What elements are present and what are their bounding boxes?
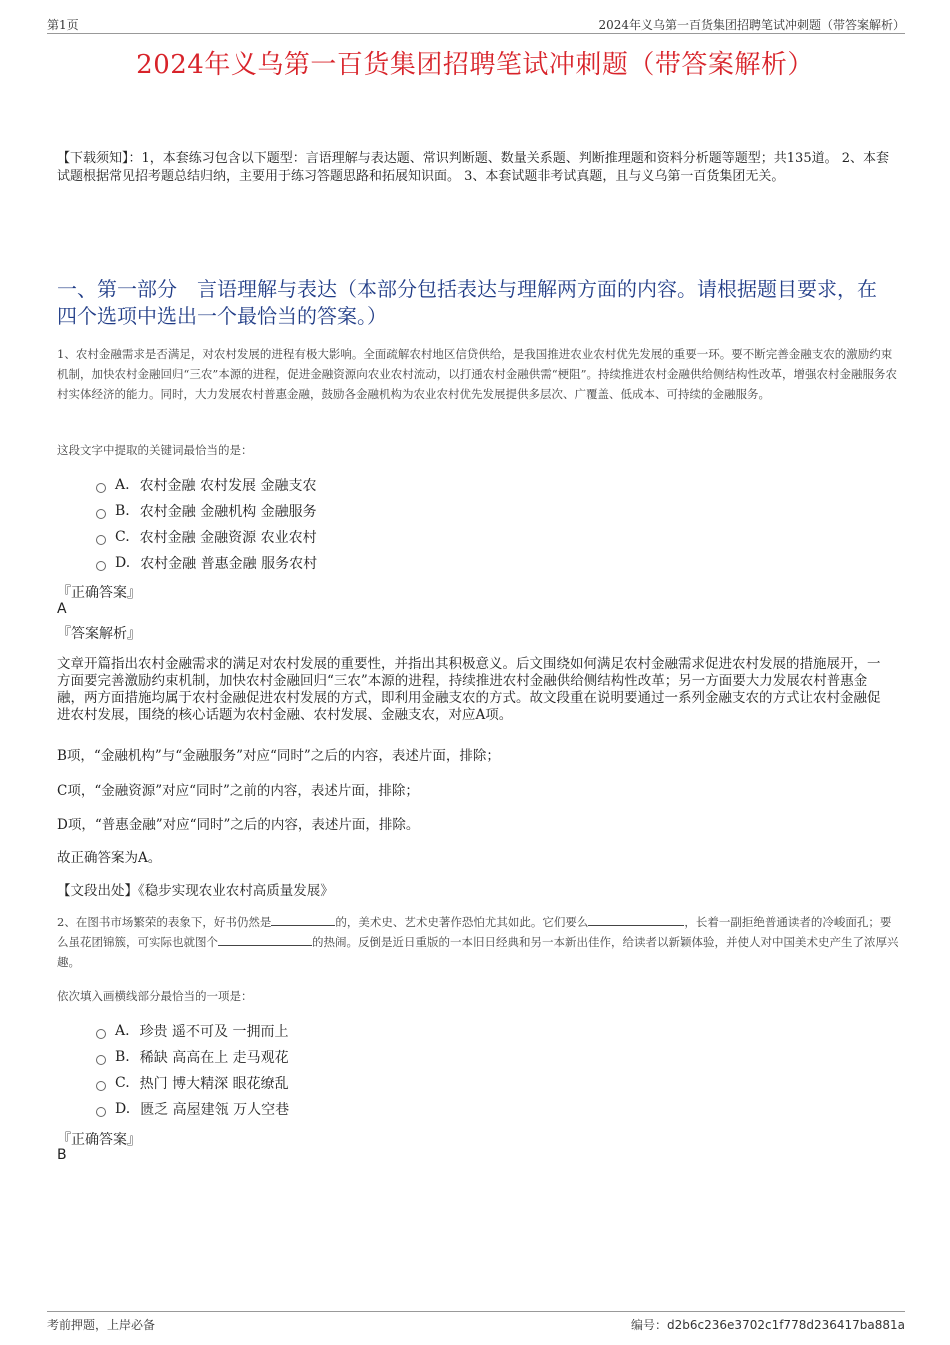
radio-icon[interactable]	[96, 483, 106, 493]
fill-blank	[218, 933, 312, 946]
radio-icon[interactable]	[96, 1081, 106, 1091]
radio-icon[interactable]	[96, 1107, 106, 1117]
radio-icon[interactable]	[96, 1055, 106, 1065]
footer-code-label: 编号：	[631, 1318, 668, 1332]
question-2-text	[57, 912, 900, 972]
question-2-prompt: 依次填入画横线部分最恰当的一项是：	[57, 989, 253, 1003]
download-notice: 【下载须知】：1，本套练习包含以下题型：言语理解与表达题、常识判断题、数量关系题、判断推理题和资料分析题等题型；共135道。 2、本套试题根据常见招考题总结归纳，主要用于练习答题思路和拓展知识面。 3、本套试题非考试真题，且与义乌第一百货集团无关。	[57, 151, 889, 184]
question-1-analysis-d: D项，“普惠金融”对应“同时”之后的内容，表述片面，排除。	[57, 817, 420, 833]
radio-icon[interactable]	[96, 1029, 106, 1039]
footer-code-value: d2b6c236e3702c1f778d236417ba881a	[667, 1318, 905, 1332]
question-1-options	[96, 472, 317, 576]
question-2-text-part: 的，美术史、艺术史著作恐怕尤其如此。它们要么	[335, 915, 589, 929]
question-2-option-a[interactable]	[96, 1018, 289, 1044]
question-1-option-c[interactable]	[96, 524, 317, 550]
option-letter: A.	[115, 1023, 130, 1039]
radio-icon[interactable]	[96, 535, 106, 545]
question-2-options	[96, 1018, 289, 1122]
page-number: 第1页	[47, 18, 79, 32]
footer-code	[631, 1316, 905, 1333]
question-1-option-b[interactable]	[96, 498, 317, 524]
option-letter: B.	[115, 503, 130, 519]
footer-slogan: 考前押题，上岸必备	[47, 1318, 156, 1332]
option-text: 农村金融 普惠金融 服务农村	[140, 556, 318, 572]
question-2-answer-label: 『正确答案』	[57, 1132, 141, 1148]
question-2-text-part: ，长着一副拒绝普通读者的冷峻面孔；要么虽花团锦簇，可实际也就图个	[57, 915, 892, 949]
document-title: 2024年义乌第一百货集团招聘笔试冲刺题（带答案解析）	[136, 50, 814, 80]
option-text: 农村金融 金融资源 农业农村	[139, 530, 317, 546]
option-letter: C.	[115, 1075, 130, 1091]
question-1-analysis-c: C项，“金融资源”对应“同时”之前的内容，表述片面，排除；	[57, 783, 419, 799]
option-text: 稀缺 高高在上 走马观花	[139, 1050, 289, 1066]
question-1-prompt: 这段文字中提取的关键词最恰当的是：	[57, 443, 253, 457]
question-1-source: 【文段出处】《稳步实现农业农村高质量发展》	[57, 883, 334, 899]
page-footer	[47, 1311, 905, 1334]
option-letter: D.	[115, 555, 131, 571]
option-text: 农村金融 金融机构 金融服务	[139, 504, 317, 520]
question-2-option-b[interactable]	[96, 1044, 289, 1070]
option-text: 珍贵 遥不可及 一拥而上	[139, 1024, 289, 1040]
question-1-analysis-b: B项，“金融机构”与“金融服务”对应“同时”之后的内容，表述片面，排除；	[57, 748, 500, 764]
question-1-option-a[interactable]	[96, 472, 317, 498]
question-1-text: 1、农村金融需求是否满足，对农村发展的进程有极大影响。全面疏解农村地区信贷供给，是我国推进农业农村优先发展的重要一环。要不断完善金融支农的激励约束机制，加快农村金融回归“三农”本源的进程，促进金融资源向农业农村流动，以打通农村金融供需“梗阻”。持续推进农村金融供给侧结构性改革，增强农村金融服务农村实体经济的能力。同时，大力发展农村普惠金融，鼓励各金融机构为农业农村优先发展提供多层次、广覆盖、低成本、可持续的金融服务。	[57, 347, 898, 401]
question-1-option-d[interactable]	[96, 550, 317, 576]
question-2-text-part: 的热闹。反倒是近日重版的一本旧日经典和另一本新出佳作，给读者以新颖体验，并使人对中国美术史产生了浓厚兴趣。	[57, 935, 899, 969]
radio-icon[interactable]	[96, 509, 106, 519]
option-letter: B.	[115, 1049, 130, 1065]
question-1-answer-label: 『正确答案』	[57, 585, 141, 601]
option-text: 热门 博大精深 眼花缭乱	[139, 1076, 289, 1092]
option-text: 农村金融 农村发展 金融支农	[139, 478, 317, 494]
question-2-answer: B	[57, 1147, 67, 1163]
option-text: 匮乏 高屋建瓴 万人空巷	[140, 1102, 290, 1118]
page-header	[47, 14, 905, 34]
question-2-option-c[interactable]	[96, 1070, 289, 1096]
option-letter: D.	[115, 1101, 131, 1117]
question-2-option-d[interactable]	[96, 1096, 289, 1122]
question-2-text-part: 2、在图书市场繁荣的表象下，好书仍然是	[57, 915, 272, 929]
option-letter: C.	[115, 529, 130, 545]
section-heading: 一、第一部分 言语理解与表达（本部分包括表达与理解两方面的内容。请根据题目要求，在四个选项中选出一个最恰当的答案。）	[57, 277, 877, 328]
question-1-answer: A	[57, 601, 67, 617]
question-1-analysis-label: 『答案解析』	[57, 626, 141, 642]
radio-icon[interactable]	[96, 561, 106, 571]
fill-blank	[271, 913, 335, 926]
question-1-analysis: 文章开篇指出农村金融需求的满足对农村发展的重要性，并指出其积极意义。后文围绕如何满足农村金融需求促进农村发展的措施展开，一方面要完善激励约束机制，加快农村金融回归“三农”本源的进程，持续推进农村金融供给侧结构性改革；另一方面要大力发展农村普惠金融，两方面措施均属于农村金融促进农村发展的方式，即利用金融支农的方式。故文段重在说明要通过一系列金融支农的方式让农村金融促进农村发展，围绕的核心话题为农村金融、农村发展、金融支农，对应A项。	[57, 656, 881, 723]
header-doc-title: 2024年义乌第一百货集团招聘笔试冲刺题（带答案解析）	[598, 18, 905, 32]
fill-blank	[588, 913, 684, 926]
question-1-conclusion: 故正确答案为A。	[57, 850, 162, 866]
option-letter: A.	[115, 477, 130, 493]
